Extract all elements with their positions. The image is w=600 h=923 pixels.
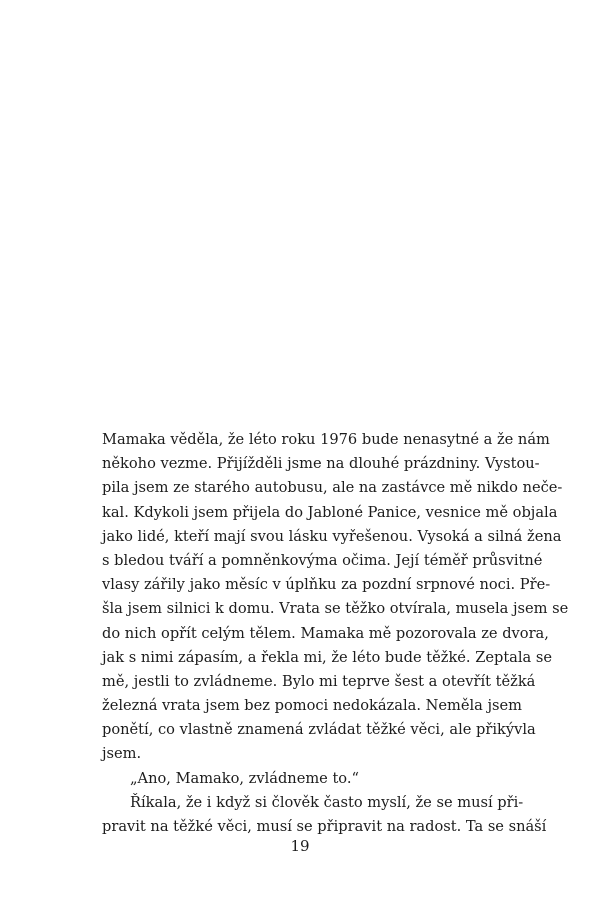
body-text (102, 428, 569, 839)
dialogue-line: „Ano, Mamako, zvládneme to.“ (130, 769, 359, 787)
text-line: železná vrata jsem bez pomoci nedokázala. Neměla jsem (102, 697, 522, 715)
text-line: Mamaka věděla, že léto roku 1976 bude nenasytné a že nám (102, 431, 550, 448)
text-line: jako lidé, kteří mají svou lásku vyřešenou. Vysoká a silná žena (102, 527, 562, 545)
text-line: mě, jestli to zvládneme. Bylo mi teprve šest a otevřít těžká (102, 672, 536, 690)
page-number: 19 (290, 837, 310, 855)
text-line: s bledou tváří a pomněnkovýma očima. Její téměř průsvitné (102, 551, 543, 569)
text-line: pila jsem ze starého autobusu, ale na zastávce mě nikdo neče- (102, 479, 563, 497)
text-line: jak s nimi zápasím, a řekla mi, že léto bude těžké. Zeptala se (102, 648, 553, 666)
text-line: šla jsem silnici k domu. Vrata se těžko otvírala, musela jsem se (102, 600, 569, 618)
text-line: do nich opřít celým tělem. Mamaka mě pozorovala ze dvora, (102, 624, 549, 642)
text-line: Říkala, že i když si člověk často myslí, že se musí při- (130, 793, 524, 811)
text-line: ponětí, co vlastně znamená zvládat těžké věci, ale přikývla (102, 721, 536, 739)
text-line: někoho vezme. Přijížděli jsme na dlouhé prázdniny. Vystou- (102, 455, 540, 473)
text-line: pravit na těžké věci, musí se připravit na radost. Ta se snáší (102, 818, 547, 835)
text-line: jsem. (102, 745, 142, 763)
text-line: vlasy zářily jako měsíc v úplňku za pozdní srpnové noci. Pře- (102, 576, 551, 594)
text-line: kal. Kdykoli jsem přijela do Jabloné Panice, vesnice mě objala (102, 503, 558, 521)
